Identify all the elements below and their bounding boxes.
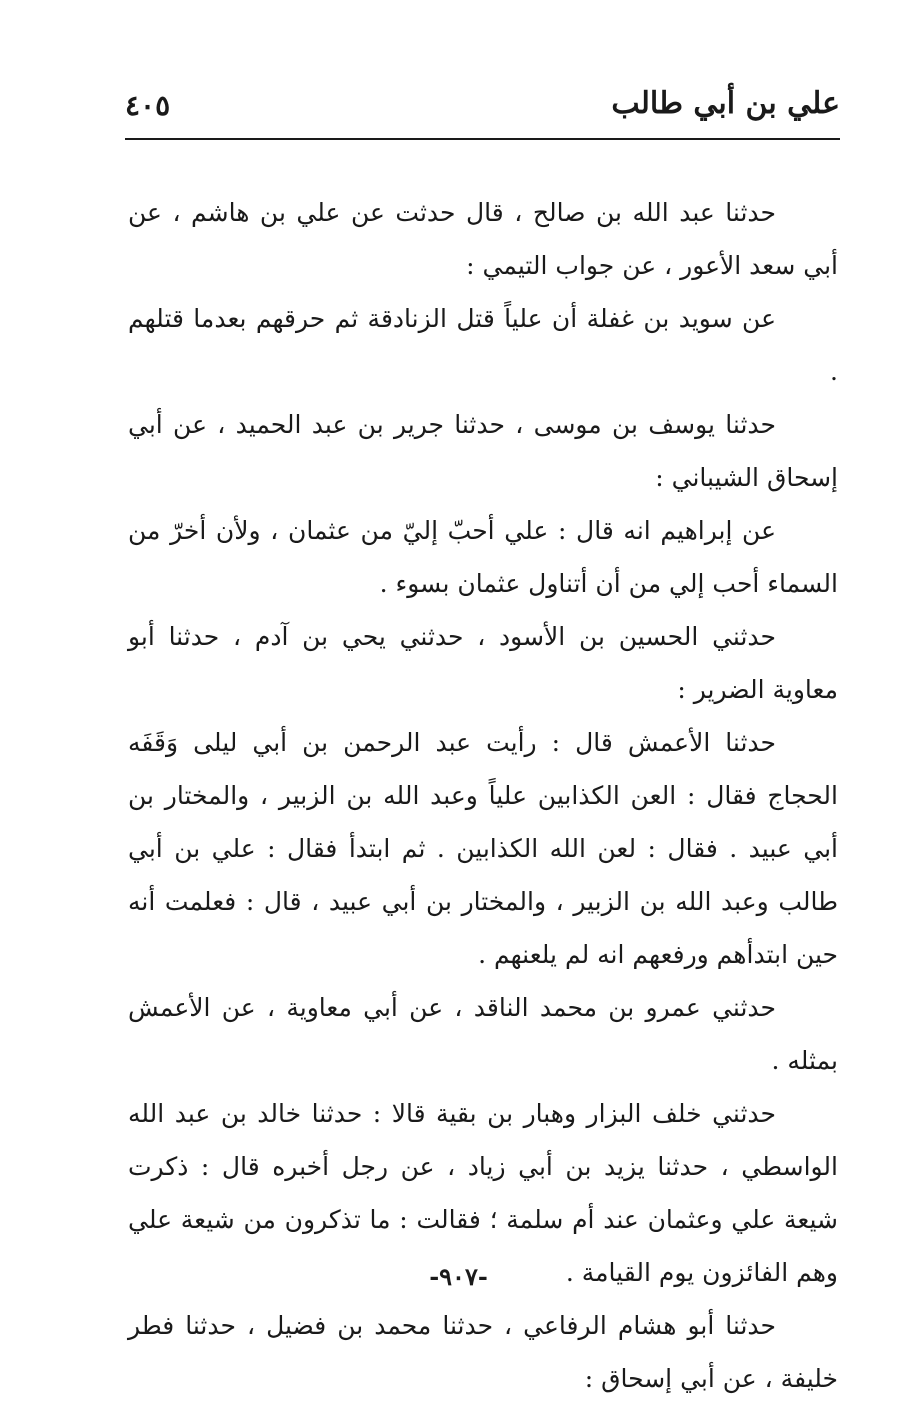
running-title: علي بن أبي طالب (611, 86, 840, 121)
paragraph: عن سويد بن غفلة أن علياً قتل الزنادقة ثم حرقهم بعدما قتلهم . (128, 304, 838, 386)
paragraph: حدثنا عبد الله بن صالح ، قال حدثت عن علي بن هاشم ، عن أبي سعد الأعور ، عن جواب التيمي : (128, 198, 838, 280)
paragraph: حدثني عمرو بن محمد الناقد ، عن أبي معاوية ، عن الأعمش بمثله . (128, 993, 838, 1075)
header-divider (125, 138, 840, 140)
paragraph: عن إبراهيم انه قال : علي أحبّ إليّ من عثمان ، ولأن أخرّ من السماء أحب إلي من أن أتناول عثمان بسوء . (128, 516, 838, 598)
header-page-number: ٤٠٥ (125, 89, 171, 122)
paragraph: حدثنا يوسف بن موسى ، حدثنا جرير بن عبد الحميد ، عن أبي إسحاق الشيباني : (128, 410, 838, 492)
paragraph: حدثنا الأعمش قال : رأيت عبد الرحمن بن أبي ليلى وَقَفَه الحجاج فقال : العن الكذابين علياً وعبد الله بن الزبير ، والمختار بن أبي عبيد . فقال : لعن الله الكذابين . ثم ابتدأ فقال : علي بن أبي طالب وعبد الله بن الزبير ، والمختار بن أبي عبيد ، قال : فعلمت أنه حين ابتدأهم ورفعهم انه لم يلعنهم . (128, 728, 838, 969)
running-header (125, 78, 840, 138)
body-text (128, 186, 838, 1405)
paragraph: حدثنا أبو هشام الرفاعي ، حدثنا محمد بن فضيل ، حدثنا فطر خليفة ، عن أبي إسحاق : (128, 1311, 838, 1393)
paragraph: حدثني خلف البزار وهبار بن بقية قالا : حدثنا خالد بن عبد الله الواسطي ، حدثنا يزيد بن أبي زياد ، عن رجل أخبره قال : ذكرت شيعة علي وعثمان عند أم سلمة ؛ فقالت : ما تذكرون من شيعة علي وهم الفائزون يوم القيامة . (128, 1099, 838, 1287)
footer-page-number: -٩٠٧- (429, 1262, 488, 1291)
paragraph: حدثني الحسين بن الأسود ، حدثني يحي بن آدم ، حدثنا أبو معاوية الضرير : (128, 622, 838, 704)
